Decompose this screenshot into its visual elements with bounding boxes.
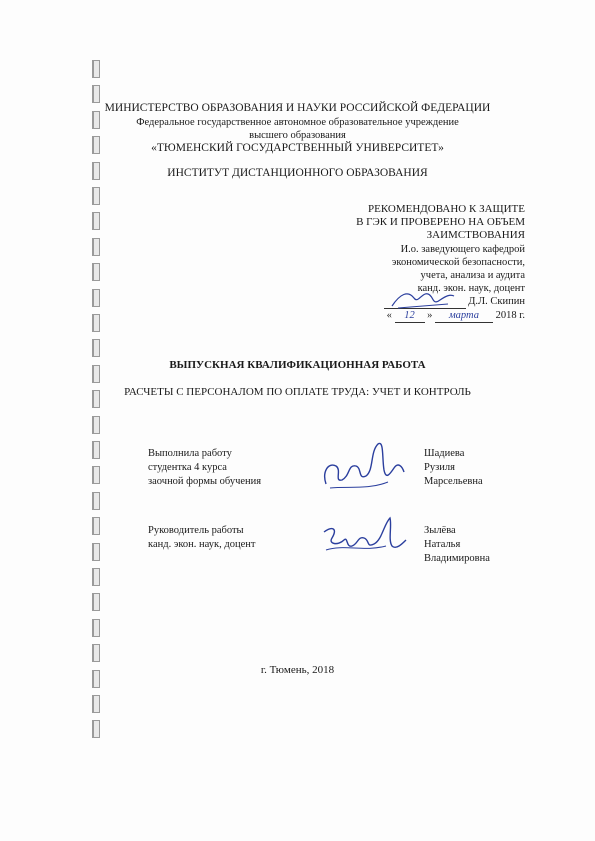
date-month: марта [435,309,493,323]
advisor-role-1: Руководитель работы [148,525,244,536]
student-patronymic: Марсельевна [424,476,483,487]
advisor-surname: Зылёва [424,525,456,536]
binding-hole [92,466,100,484]
institute-name: ИНСТИТУТ ДИСТАНЦИОННОГО ОБРАЗОВАНИЯ [167,167,428,179]
advisor-signature-image [318,514,408,564]
advisor-patronymic: Владимировна [424,553,490,564]
date-close-quote: » [427,309,433,321]
binding-hole [92,314,100,332]
work-topic: РАСЧЕТЫ С ПЕРСОНАЛОМ ПО ОПЛАТЕ ТРУДА: УЧЕТ И КОНТРОЛЬ [124,386,471,398]
ministry-heading: МИНИСТЕРСТВО ОБРАЗОВАНИЯ И НАУКИ РОССИЙСКОЙ ФЕДЕРАЦИИ [104,102,491,114]
binding-hole [92,289,100,307]
binding-hole [92,212,100,230]
binding-hole [92,60,100,78]
student-role-1: Выполнила работу [148,448,232,459]
student-first-name: Рузиля [424,462,455,473]
binding-hole [92,593,100,611]
approval-line-1: РЕКОМЕНДОВАНО К ЗАЩИТЕ [368,203,525,215]
binding-holes [92,60,104,740]
approval-line-3: ЗАИМСТВОВАНИЯ [426,229,525,242]
head-signature-image [388,284,458,314]
student-role-3: заочной формы обучения [148,476,262,487]
binding-hole [92,339,100,357]
date-open-quote: « [386,309,392,321]
approval-line-2: В ГЭК И ПРОВЕРЕНО НА ОБЪЕМ [356,216,525,229]
approval-line-6: учета, анализа и аудита [420,270,525,282]
approval-line-5: экономической безопасности, [391,256,525,268]
binding-hole [92,416,100,434]
agency-line-1: Федеральное государственное автономное образовательное учреждение [136,117,459,128]
student-role-2: студентка 4 курса [148,462,227,473]
binding-hole [92,644,100,662]
advisor-first-name: Наталья [424,539,461,550]
approval-signer: Д.Л. Скипин [468,296,525,308]
binding-hole [92,441,100,459]
advisor-role-2: канд. экон. наук, доцент [148,539,256,550]
binding-hole [92,187,100,205]
binding-hole [92,238,100,256]
binding-hole [92,517,100,535]
approval-line-4: И.о. заведующего кафедрой [400,243,525,255]
binding-hole [92,619,100,637]
binding-hole [92,85,100,103]
binding-hole [92,492,100,510]
binding-hole [92,568,100,586]
approval-line-7: канд. экон. наук, доцент [417,283,525,295]
binding-hole [92,543,100,561]
binding-hole [92,695,100,713]
student-signature-image [318,436,408,498]
binding-hole [92,263,100,281]
university-name: «ТЮМЕНСКИЙ ГОСУДАРСТВЕННЫЙ УНИВЕРСИТЕТ» [151,142,444,154]
work-type-title: ВЫПУСКНАЯ КВАЛИФИКАЦИОННАЯ РАБОТА [169,359,426,371]
city-year: г. Тюмень, 2018 [260,664,335,676]
agency-line-2: высшего образования [249,130,346,141]
date-year: 2018 г. [495,309,525,321]
date-day: 12 [395,309,425,323]
binding-hole [92,720,100,738]
student-surname: Шадиева [424,448,465,459]
